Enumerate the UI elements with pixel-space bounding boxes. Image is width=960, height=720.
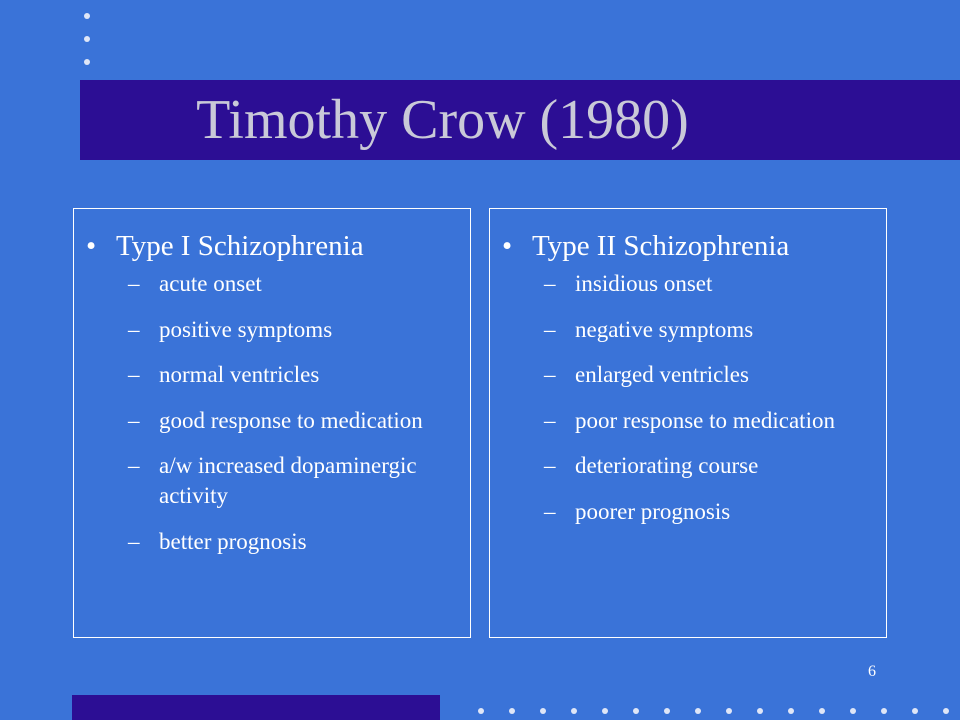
decorative-dot <box>726 708 732 714</box>
bottom-band <box>72 695 440 720</box>
list-item <box>544 360 884 390</box>
list-item <box>128 451 468 511</box>
decorative-dot <box>84 36 90 42</box>
decorative-dot <box>912 708 918 714</box>
list-item-text: good response to medication <box>159 407 423 433</box>
type-one-heading-text: Type I Schizophrenia <box>116 230 364 262</box>
list-item <box>544 269 884 299</box>
list-item-text: enlarged ventricles <box>575 362 749 387</box>
list-item-text: positive symptoms <box>159 316 333 342</box>
list-item-text: a/w increased dopaminergic activity <box>159 453 417 508</box>
dash: – <box>544 362 556 387</box>
slide-title: Timothy Crow (1980) <box>196 89 689 151</box>
list-item-text: normal ventricles <box>159 362 320 387</box>
list-item-text: poorer prognosis <box>575 498 731 524</box>
bullet: • <box>502 230 513 262</box>
list-item <box>128 527 468 557</box>
list-item-text: insidious onset <box>575 271 713 296</box>
list-item <box>544 315 884 345</box>
dash: – <box>128 362 140 387</box>
decorative-dot <box>509 708 515 714</box>
decorative-dot <box>664 708 670 714</box>
type-one-panel <box>73 208 471 638</box>
list-item <box>128 360 468 390</box>
type-one-list <box>128 269 468 572</box>
decorative-dot <box>571 708 577 714</box>
decorative-dot <box>850 708 856 714</box>
dash: – <box>544 453 556 478</box>
decorative-dot <box>819 708 825 714</box>
list-item <box>128 406 468 436</box>
decorative-dot <box>84 59 90 65</box>
decorative-dot <box>943 708 949 714</box>
type-two-panel <box>489 208 887 638</box>
type-two-heading <box>502 229 789 263</box>
list-item <box>128 315 468 345</box>
list-item <box>128 269 468 299</box>
dash: – <box>544 316 556 342</box>
dash: – <box>128 453 140 478</box>
list-item <box>544 406 884 436</box>
list-item <box>544 497 884 527</box>
list-item-text: better prognosis <box>159 528 307 554</box>
dash: – <box>544 498 556 524</box>
list-item-text: acute onset <box>159 271 262 296</box>
dash: – <box>128 528 140 554</box>
decorative-dot <box>695 708 701 714</box>
list-item <box>544 451 884 481</box>
decorative-dot <box>881 708 887 714</box>
dash: – <box>544 271 556 296</box>
type-one-heading <box>86 229 364 263</box>
decorative-dot <box>633 708 639 714</box>
type-two-list <box>544 269 884 542</box>
decorative-dot <box>478 708 484 714</box>
dash: – <box>128 271 140 296</box>
slide-number: 6 <box>868 663 876 680</box>
dash: – <box>128 407 140 433</box>
decorative-dot <box>84 13 90 19</box>
dash: – <box>128 316 140 342</box>
bullet: • <box>86 230 97 262</box>
list-item-text: poor response to medication <box>575 407 835 433</box>
decorative-dot <box>788 708 794 714</box>
list-item-text: deteriorating course <box>575 453 759 478</box>
list-item-text: negative symptoms <box>575 316 754 342</box>
decorative-dot <box>602 708 608 714</box>
dash: – <box>544 407 556 433</box>
decorative-dot <box>540 708 546 714</box>
decorative-dot <box>757 708 763 714</box>
type-two-heading-text: Type II Schizophrenia <box>532 230 790 262</box>
